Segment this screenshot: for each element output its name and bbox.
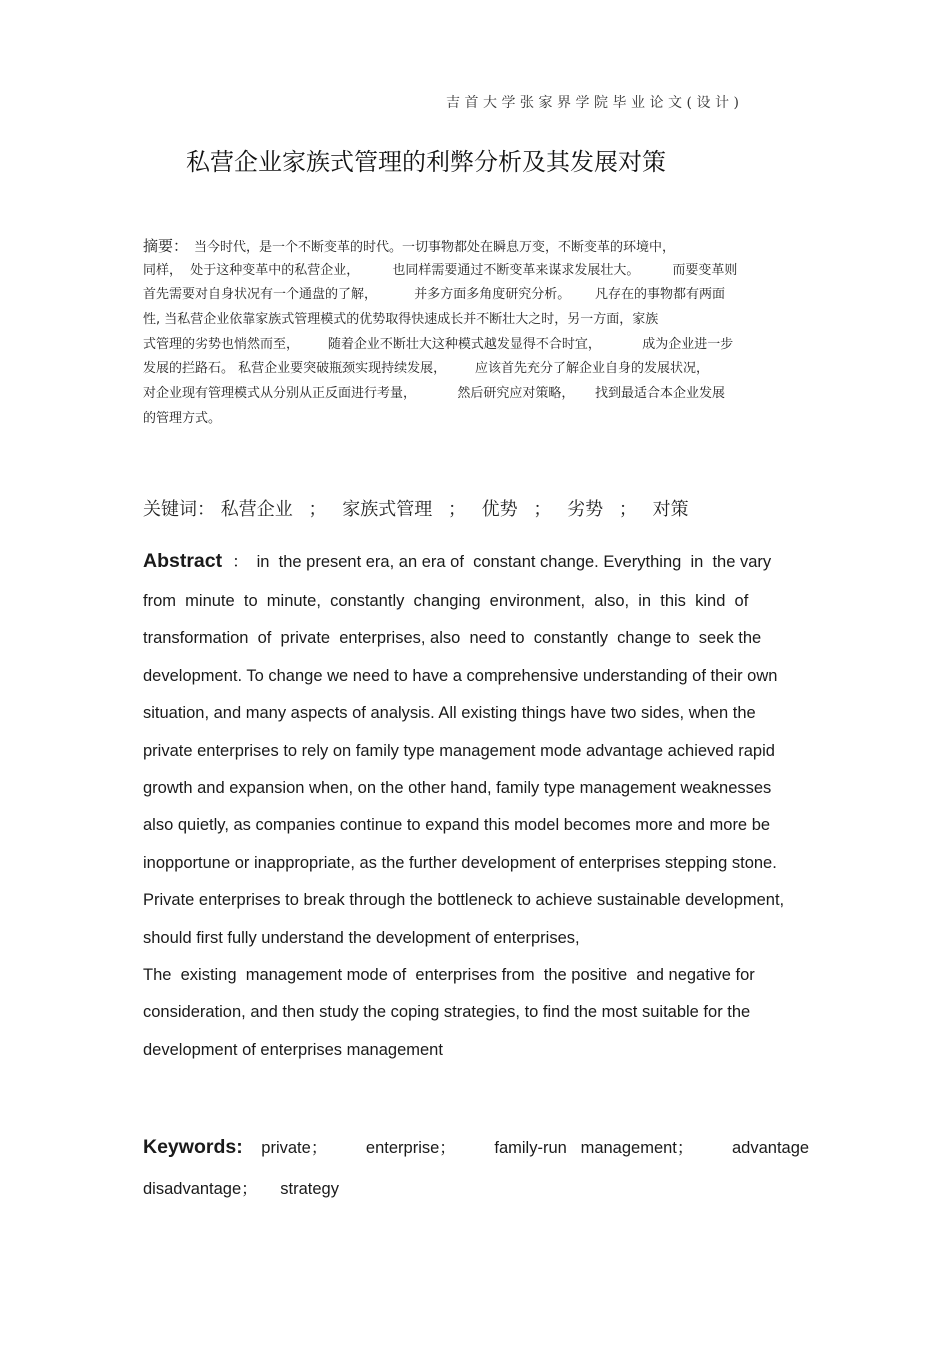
abstract-cn-text: 当今时代，是一个不断变革的时代。一切事物都处在瞬息万变，不断变革的环境中， xyxy=(194,240,676,255)
keyword-separator: ； xyxy=(533,499,552,520)
abstract-cn-line: 首先需要对自身状况有一个通盘的了解， 并多方面多角度研究分析。 凡存在的事物都有两面 xyxy=(143,287,725,303)
abstract-en-label: Abstract xyxy=(143,550,223,572)
abstract-cn-line: 发展的拦路石。 私营企业要突破瓶颈实现持续发展， 应该首先充分了解企业自身的发展状况， xyxy=(143,361,710,377)
english-keywords xyxy=(143,1130,843,1214)
abstract-en-line: private enterprises to rely on family type management mode advantage achieved rapid xyxy=(143,741,775,760)
abstract-en-colon: ： xyxy=(232,553,249,571)
keywords-en-line xyxy=(143,1130,843,1172)
abstract-en-line xyxy=(143,543,843,583)
running-header: 吉首大学张家界学院毕业论文(设计) xyxy=(446,95,744,111)
abstract-en-line: Private enterprises to break through the bottleneck to achieve sustainable development, xyxy=(143,891,785,910)
chinese-abstract xyxy=(143,234,813,432)
keyword-separator: ； xyxy=(618,499,637,520)
abstract-cn-line: 性, 当私营企业依靠家族式管理模式的优势取得快速成长并不断壮大之时，另一方面，家族 xyxy=(143,312,659,328)
keywords-cn-label: 关键词： xyxy=(143,499,215,520)
abstract-cn-label: 摘要： xyxy=(143,237,189,255)
page-title: 私营企业家族式管理的利弊分析及其发展对策 xyxy=(186,148,666,176)
abstract-cn-line: 同样， 处于这种变革中的私营企业， 也同样需要通过不断变革来谋求发展壮大。 而要变革则 xyxy=(143,262,738,278)
abstract-en-line: from minute to minute, constantly changing environment, also, in this kind of xyxy=(143,592,749,610)
keyword-en: disadvantage； xyxy=(143,1180,258,1198)
keyword-cn: 家族式管理 xyxy=(342,499,433,520)
abstract-en-text: in the present era, an era of constant change. Everything in the vary xyxy=(256,553,772,571)
abstract-en-line: inopportune or inappropriate, as the further development of enterprises stepping stone. xyxy=(143,853,777,872)
keyword-en: private； xyxy=(261,1139,328,1157)
keyword-cn: 私营企业 xyxy=(220,499,293,520)
abstract-cn-line xyxy=(143,234,813,259)
abstract-en-line: The existing management mode of enterprises from the positive and negative for xyxy=(143,965,755,984)
keyword-en: enterprise； xyxy=(365,1139,456,1157)
abstract-cn-line: 对企业现有管理模式从分别从正反面进行考量， 然后研究应对策略， 找到最适合本企业发展 xyxy=(143,386,725,402)
keyword-cn: 劣势 xyxy=(567,499,604,520)
keywords-en-line xyxy=(143,1172,843,1214)
abstract-en-line: growth and expansion when, on the other hand, family type management weaknesses xyxy=(143,778,772,797)
keyword-en: family-run management； xyxy=(494,1139,694,1157)
keyword-separator: ； xyxy=(447,499,466,520)
abstract-cn-line: 式管理的劣势也悄然而至， 随着企业不断壮大这种模式越发显得不合时宜， 成为企业进一步 xyxy=(143,336,734,352)
abstract-en-line: transformation of private enterprises, also need to constantly change to seek the xyxy=(143,629,762,648)
abstract-cn-line: 的管理方式。 xyxy=(143,410,222,426)
keyword-separator: ； xyxy=(308,499,327,520)
abstract-en-line: situation, and many aspects of analysis. All existing things have two sides, when the xyxy=(143,704,756,723)
abstract-en-line: consideration, and then study the coping strategies, to find the most suitable for the xyxy=(143,1003,751,1022)
keyword-cn: 优势 xyxy=(481,499,518,520)
keyword-en: strategy xyxy=(280,1180,339,1198)
keyword-cn: 对策 xyxy=(652,499,689,520)
keywords-en-label: Keywords: xyxy=(143,1136,243,1158)
abstract-en-line: development. To change we need to have a comprehensive understanding of their own xyxy=(143,666,778,685)
abstract-en-line: should first fully understand the development of enterprises, xyxy=(143,928,580,947)
chinese-keywords xyxy=(143,495,823,521)
abstract-en-line: also quietly, as companies continue to expand this model becomes more and more be xyxy=(143,816,771,835)
abstract-en-line: development of enterprises management xyxy=(143,1040,443,1059)
keyword-en: advantage xyxy=(731,1139,810,1157)
english-abstract xyxy=(143,543,843,1069)
